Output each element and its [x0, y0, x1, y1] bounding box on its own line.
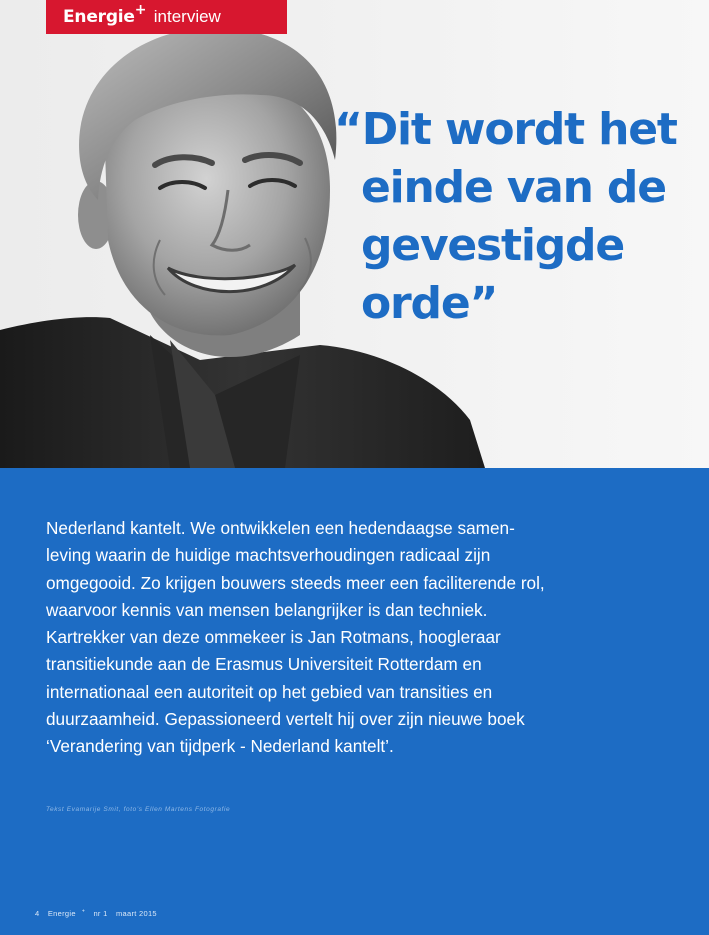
- section-tab: [46, 0, 287, 34]
- headline-line: gevestigde: [361, 220, 625, 271]
- page-number: 4: [35, 909, 40, 918]
- intro-line: omgegooid. Zo krijgen bouwers steeds meer een faciliterende rol,: [46, 572, 545, 593]
- photo-credit: Tekst Evamarije Smit, foto’s Ellen Martens Fotografie: [46, 806, 231, 813]
- headline-line: einde van de: [361, 162, 666, 213]
- intro-paragraph: [46, 515, 586, 761]
- intro-line: transitiekunde aan de Erasmus Universiteit Rotterdam en: [46, 654, 482, 675]
- footer-issue: nr 1: [93, 909, 108, 918]
- headline-line: “Dit wordt het: [334, 104, 677, 155]
- intro-line: leving waarin de huidige machtsverhoudingen radicaal zijn: [46, 545, 491, 566]
- intro-line: Kartrekker van deze ommekeer is Jan Rotmans, hoogleraar: [46, 627, 501, 648]
- headline-quote: [334, 101, 706, 333]
- headline-line: orde”: [361, 278, 498, 329]
- intro-line: duurzaamheid. Gepassioneerd vertelt hij over zijn nieuwe boek: [46, 709, 525, 730]
- intro-line: Nederland kantelt. We ontwikkelen een hedendaagse samen-: [46, 518, 515, 538]
- page-footer: [35, 909, 163, 918]
- footer-magazine: Energie +: [47, 908, 86, 918]
- magazine-logo: Energie+: [63, 2, 147, 27]
- section-label: interview: [153, 7, 221, 26]
- intro-line: ‘Verandering van tijdperk - Nederland kantelt’.: [46, 736, 394, 757]
- intro-line: internationaal een autoriteit op het gebied van transities en: [46, 681, 493, 702]
- footer-date: maart 2015: [115, 909, 157, 918]
- intro-line: waarvoor kennis van mensen belangrijker is dan techniek.: [46, 599, 488, 620]
